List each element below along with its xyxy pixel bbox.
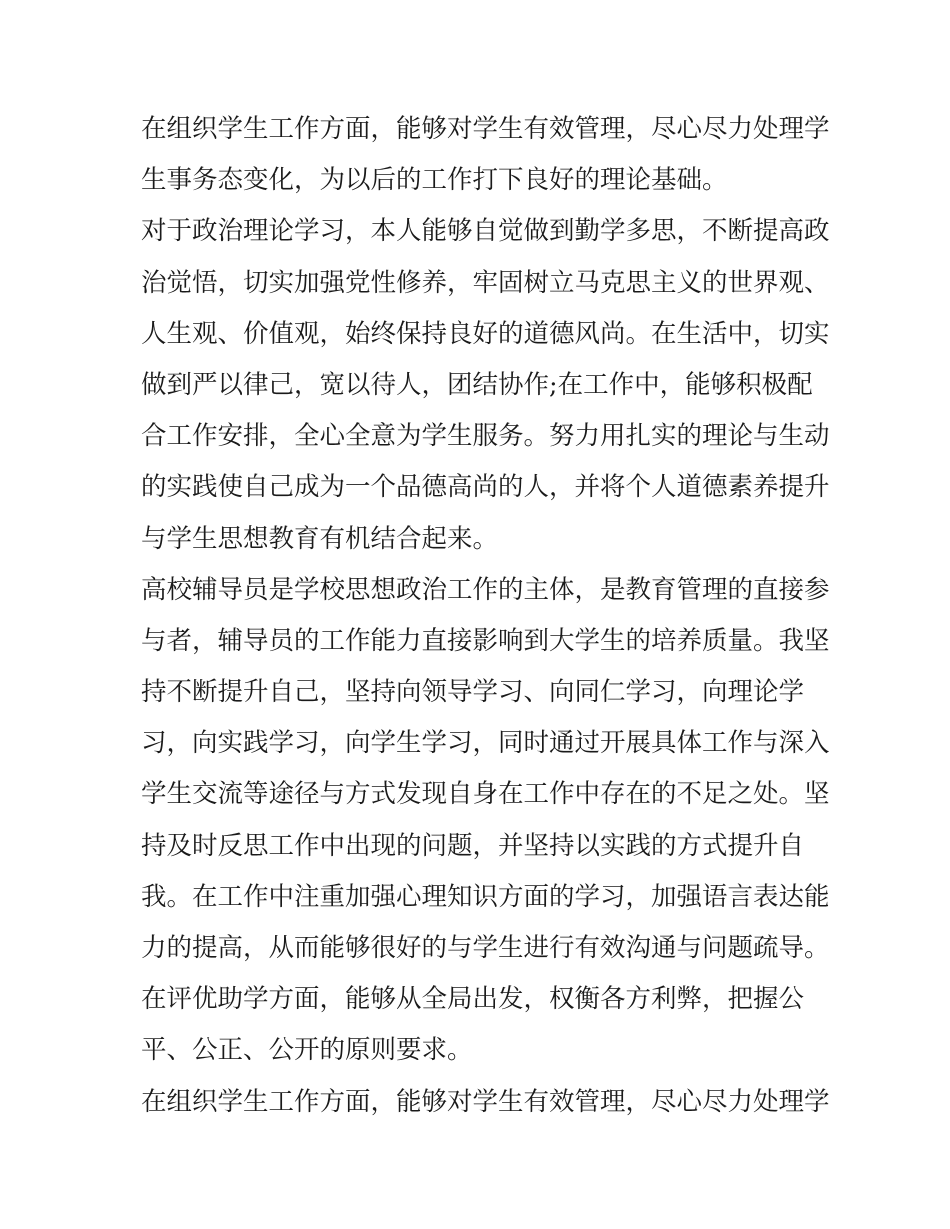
text-line: 做到严以律己，宽以待人，团结协作;在工作中，能够积极配: [141, 369, 813, 400]
text-line: 生事务态变化，为以后的工作打下良好的理论基础。: [141, 165, 728, 196]
body-text: [141, 104, 831, 1128]
text-line: 与学生思想教育有机结合起来。: [141, 523, 499, 554]
text-line: 持不断提升自己，坚持向领导学习、向同仁学习，向理论学: [141, 677, 805, 708]
text-line: 我。在工作中注重加强心理知识方面的学习，加强语言表达能: [141, 881, 830, 912]
text-line: 人生观、价值观，始终保持良好的道德风尚。在生活中，切实: [141, 318, 830, 349]
text-line: 在组织学生工作方面，能够对学生有效管理，尽心尽力处理学: [141, 114, 830, 144]
text-line: 的实践使自己成为一个品德高尚的人，并将个人道德素养提升: [141, 472, 830, 503]
text-line: 与者，辅导员的工作能力直接影响到大学生的培养质量。我坚: [141, 625, 830, 656]
text-line: 高校辅导员是学校思想政治工作的主体，是教育管理的直接参: [141, 574, 830, 605]
text-line: 在评优助学方面，能够从全局出发，权衡各方利弊，把握公: [141, 984, 805, 1015]
text-line: 习，向实践学习，向学生学习，同时通过开展具体工作与深入: [141, 728, 830, 759]
text-line: 持及时反思工作中出现的问题，并坚持以实践的方式提升自: [141, 830, 805, 861]
text-line: 学生交流等途径与方式发现自身在工作中存在的不足之处。坚: [141, 779, 830, 810]
text-line: 在组织学生工作方面，能够对学生有效管理，尽心尽力处理学: [141, 1086, 830, 1117]
text-line: 合工作安排，全心全意为学生服务。努力用扎实的理论与生动: [141, 421, 830, 452]
text-line: 平、公正、公开的原则要求。: [141, 1035, 473, 1066]
text-line: 治觉悟，切实加强党性修养，牢固树立马克思主义的世界观、: [141, 267, 830, 298]
text-line: 力的提高，从而能够很好的与学生进行有效沟通与问题疏导。: [141, 933, 830, 963]
text-line: 对于政治理论学习，本人能够自觉做到勤学多思，不断提高政: [141, 216, 830, 247]
